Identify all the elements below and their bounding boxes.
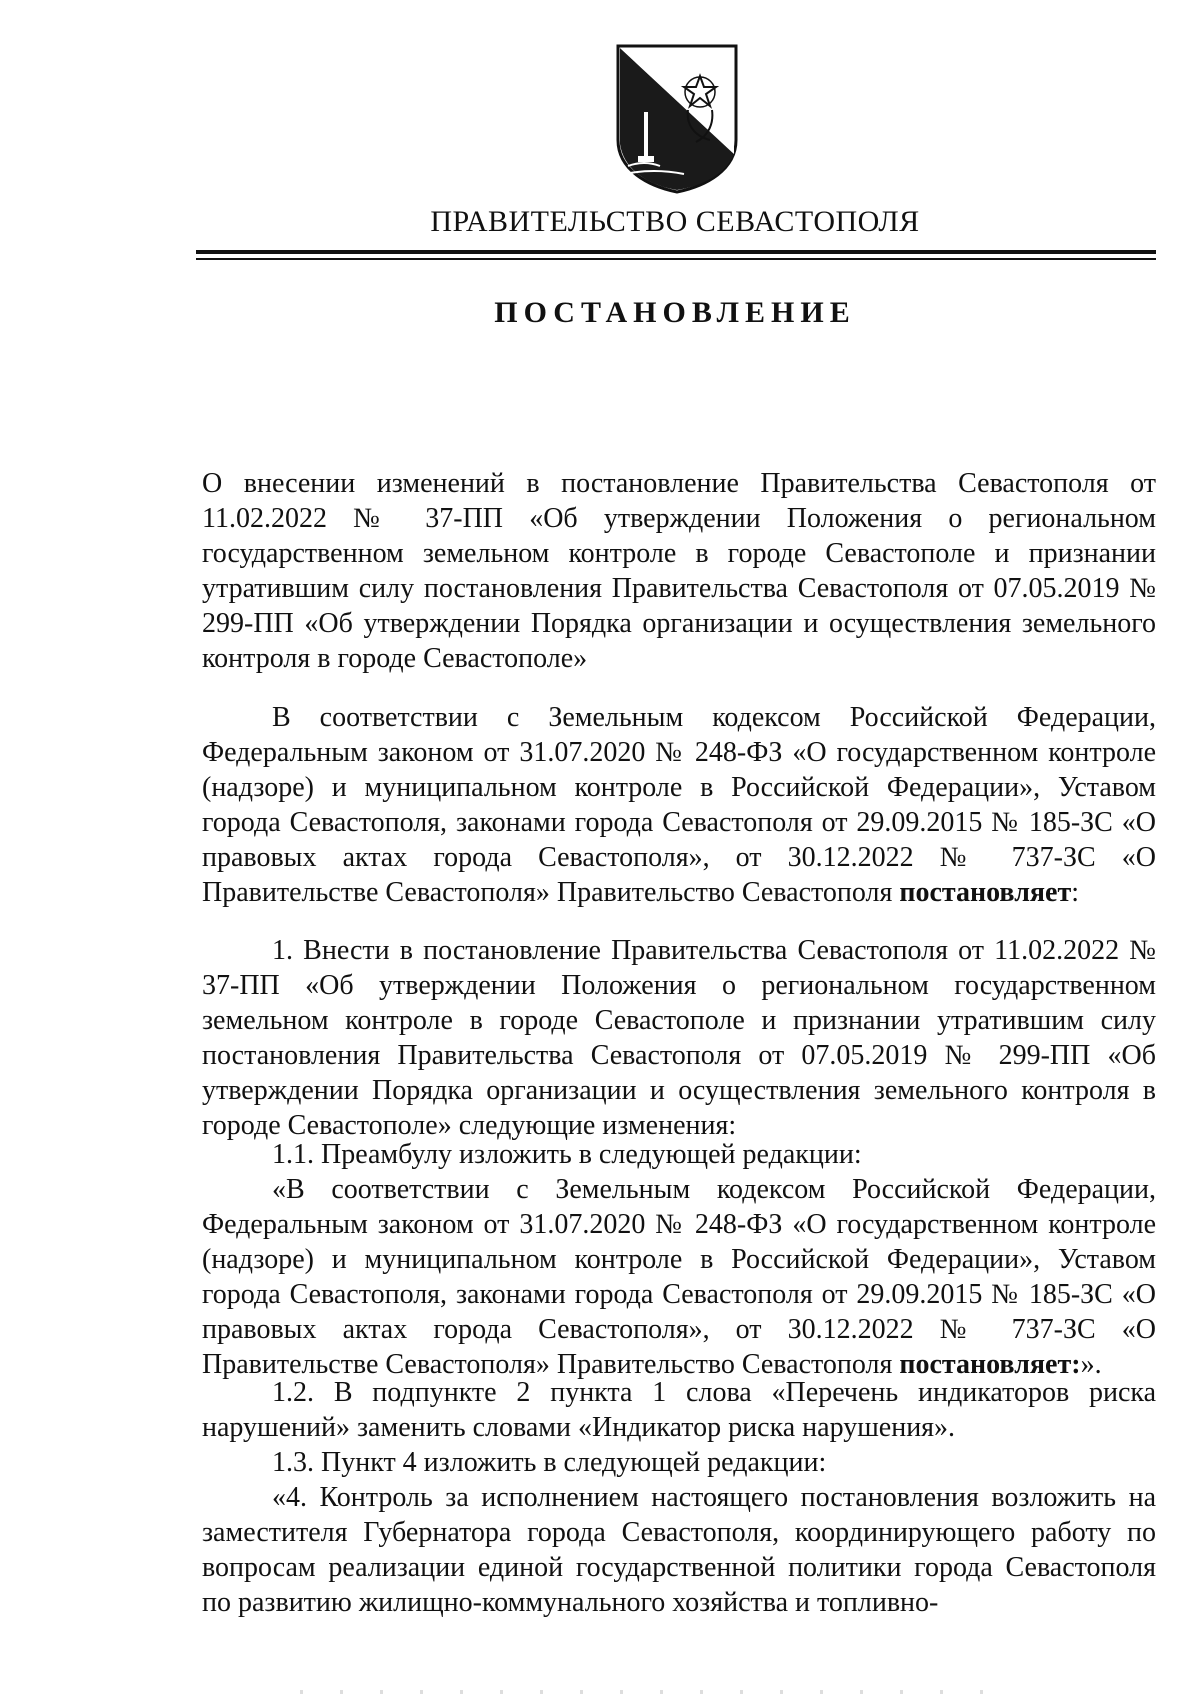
scan-artifacts: [300, 1690, 1000, 1694]
decree-word: постановляет: [899, 877, 1072, 908]
item-1-3: 1.3. Пункт 4 изложить в следующей редакции:: [272, 1447, 827, 1478]
header-divider: [196, 250, 1156, 254]
header-divider-thin: [196, 258, 1156, 260]
item-1-2: 1.2. В подпункте 2 пункта 1 слова «Перечень индикаторов риска нарушений» заменить словами «Индикатор риска нарушения».: [202, 1377, 1156, 1443]
document-type-title: ПОСТАНОВЛЕНИЕ: [494, 296, 856, 329]
preamble-paragraph: [202, 700, 1156, 910]
item-1-3-quote: «4. Контроль за исполнением настоящего постановления возложить на заместителя Губернатора города Севастополя, координирующего работу по вопросам реализации единой государственной политики города Севастополя по развитию жилищно-коммунального хозяйства и топливно-: [202, 1482, 1156, 1618]
document-subject: О внесении изменений в постановление Правительства Севастополя от 11.02.2022 № 37-ПП «Об утверждении Положения о региональном государственном земельном контроле в городе Севастополе и признании утратившим силу постановления Правительства Севастополя от 07.05.2019 № 299-ПП «Об утверждении Порядка организации и осуществления земельного контроля в городе Севастополе»: [202, 468, 1156, 674]
item-1: 1. Внести в постановление Правительства Севастополя от 11.02.2022 № 37-ПП «Об утверждении Положения о региональном государственном земельном контроле в городе Севастополе и признании утратившим силу постановления Правительства Севастополя от 07.05.2019 № 299-ПП «Об утверждении Порядка организации и осуществления земельного контроля в городе Севастополе» следующие изменения:: [202, 935, 1156, 1141]
quote-end: ».: [1080, 1349, 1102, 1380]
preamble-text: В соответствии с Земельным кодексом Российской Федерации, Федеральным законом от 31.07.2020 № 248-ФЗ «О государственном контроле (надзоре) и муниципальном контроле в Российской Федерации», Уставом города Севастополя, законами города Севастополя от 29.09.2015 № 185-ЗС «О правовых актах города Севастополя», от 30.12.2022 № 737-ЗС «О Правительстве Севастополя» Правительство Севастополя: [202, 702, 1156, 908]
coat-of-arms-icon: [614, 44, 740, 194]
item-1-1: 1.1. Преамбулу изложить в следующей редакции:: [272, 1139, 862, 1170]
preamble-end: :: [1071, 877, 1080, 908]
item-1-1-quote: [202, 1172, 1156, 1382]
quote-decree-word: постановляет:: [899, 1349, 1081, 1380]
quote-text: «В соответствии с Земельным кодексом Российской Федерации, Федеральным законом от 31.07.2020 № 248-ФЗ «О государственном контроле (надзоре) и муниципальном контроле в Российской Федерации», Уставом города Севастополя, законами города Севастополя от 29.09.2015 № 185-ЗС «О правовых актах города Севастополя», от 30.12.2022 № 737-ЗС «О Правительстве Севастополя» Правительство Севастополя: [202, 1174, 1156, 1380]
government-name: ПРАВИТЕЛЬСТВО СЕВАСТОПОЛЯ: [430, 205, 920, 238]
